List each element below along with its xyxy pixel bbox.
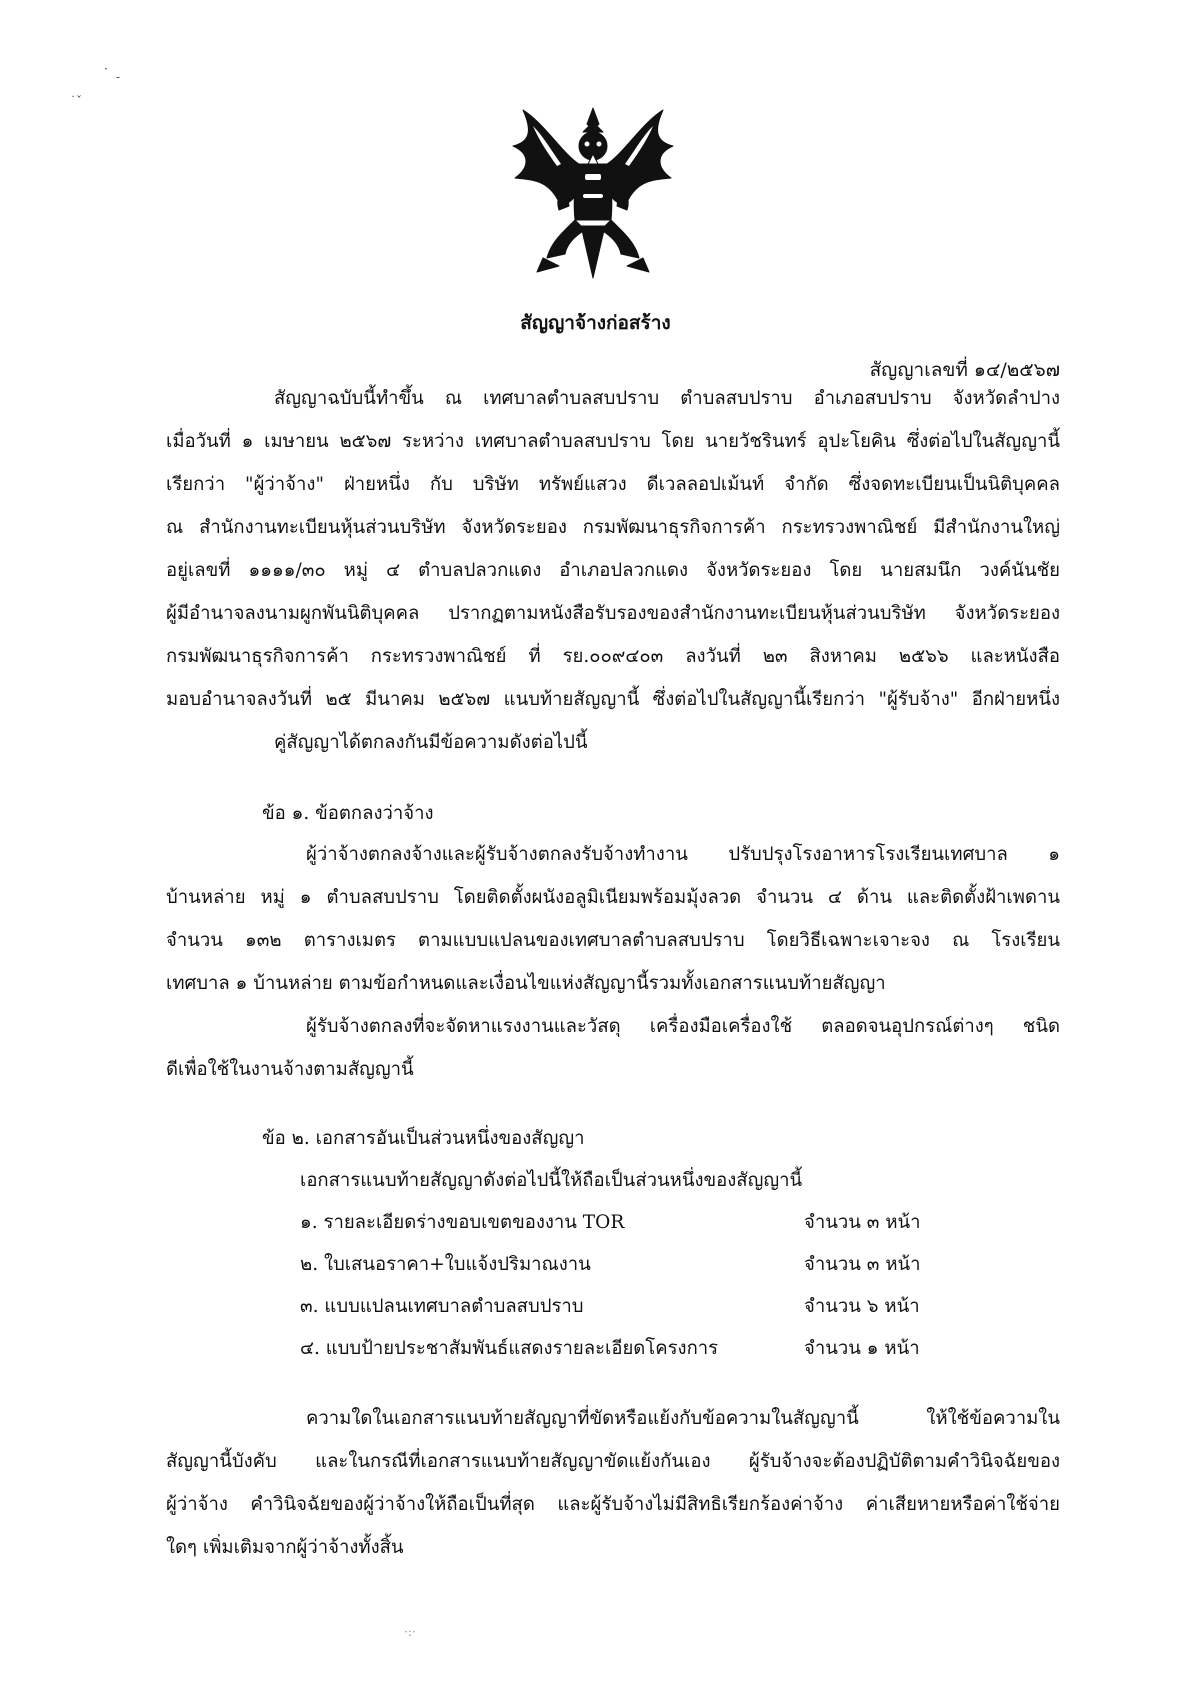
preamble-line: มอบอำนาจลงวันที่ ๒๕ มีนาคม ๒๕๖๗ แนบท้ายสัญญานี้ ซึ่งต่อไปในสัญญานี้เรียกว่า "ผู้รับจ้าง" อีกฝ่ายหนึ่ง (166, 689, 1060, 710)
preamble-line: เรียกว่า "ผู้ว่าจ้าง" ฝ่ายหนึ่ง กับ บริษัท ทรัพย์แสวง ดีเวลลอปเม้นท์ จำกัด ซึ่งจดทะเบียนเป็นนิติบุคคล (166, 474, 1060, 495)
attached-document-row (300, 1250, 960, 1280)
clause-1-line: ดีเพื่อใช้ในงานจ้างตามสัญญานี้ (166, 1059, 414, 1080)
attached-document-title: ๑. รายละเอียดร่างขอบเขตของงาน TOR (300, 1212, 625, 1233)
preamble-line: ณ สำนักงานทะเบียนหุ้นส่วนบริษัท จังหวัดระยอง กรมพัฒนาธุรกิจการค้า กระทรวงพาณิชย์ มีสำนักงานใหญ่ (166, 517, 1060, 538)
attached-document-pages: จำนวน ๖ หน้า (804, 1296, 920, 1317)
clause-2-line: ใดๆ เพิ่มเติมจากผู้ว่าจ้างทั้งสิ้น (166, 1537, 404, 1558)
scan-speck: ˙ˇ (70, 94, 82, 108)
attached-document-title: ๒. ใบเสนอราคา+ใบแจ้งปริมาณงาน (300, 1254, 591, 1275)
attached-document-title: ๔. แบบป้ายประชาสัมพันธ์แสดงรายละเอียดโครงการ (300, 1338, 719, 1359)
clause-1-line: ผู้ว่าจ้างตกลงจ้างและผู้รับจ้างตกลงรับจ้างทำงาน ปรับปรุงโรงอาหารโรงเรียนเทศบาล ๑ (306, 844, 1060, 865)
clause-1-line: บ้านหล่าย หมู่ ๑ ตำบลสบปราบ โดยติดตั้งผนังอลูมิเนียมพร้อมมุ้งลวด จำนวน ๔ ด้าน และติดตั้งฝ้าเพดาน (166, 887, 1060, 908)
clause-1-line: จำนวน ๑๓๒ ตารางเมตร ตามแบบแปลนของเทศบาลตำบลสบปราบ โดยวิธีเฉพาะเจาะจง ณ โรงเรียน (166, 930, 1060, 951)
attached-document-row (300, 1208, 960, 1238)
agreement-intro: คู่สัญญาได้ตกลงกันมีข้อความดังต่อไปนี้ (274, 732, 588, 753)
preamble-line: สัญญาฉบับนี้ทำขึ้น ณ เทศบาลตำบลสบปราบ ตำบลสบปราบ อำเภอสบปราบ จังหวัดลำปาง (274, 388, 1060, 409)
clause-1-line: ผู้รับจ้างตกลงที่จะจัดหาแรงงานและวัสดุ เครื่องมือเครื่องใช้ ตลอดจนอุปกรณ์ต่างๆ ชนิด (306, 1016, 1060, 1037)
clause-2-line: ความใดในเอกสารแนบท้ายสัญญาที่ขัดหรือแย้งกับข้อความในสัญญานี้ ให้ใช้ข้อความใน (306, 1408, 1060, 1429)
document-title: สัญญาจ้างก่อสร้าง (520, 312, 671, 334)
attached-document-pages: จำนวน ๑ หน้า (804, 1338, 920, 1359)
attached-document-row (300, 1334, 960, 1364)
attached-document-title: ๓. แบบแปลนเทศบาลตำบลสบปราบ (300, 1296, 584, 1317)
preamble-line: กรมพัฒนาธุรกิจการค้า กระทรวงพาณิชย์ ที่ รย.๐๐๙๔๐๓ ลงวันที่ ๒๓ สิงหาคม ๒๕๖๖ และหนังสือ (166, 646, 1060, 667)
garuda-emblem-icon (503, 102, 683, 280)
preamble-line: อยู่เลขที่ ๑๑๑๑/๓๐ หมู่ ๔ ตำบลปลวกแดง อำเภอปลวกแดง จังหวัดระยอง โดย นายสมนึก วงค์นันชัย (166, 560, 1060, 581)
attached-document-row (300, 1292, 960, 1322)
attached-document-pages: จำนวน ๓ หน้า (804, 1254, 921, 1275)
attached-document-pages: จำนวน ๓ หน้า (804, 1212, 921, 1233)
preamble-line: ผู้มีอำนาจลงนามผูกพันนิติบุคคล ปรากฏตามหนังสือรับรองของสำนักงานทะเบียนหุ้นส่วนบริษัท จังหวัดระยอง (166, 603, 1060, 624)
scan-speck: · (104, 62, 108, 76)
clause-2-line: ผู้ว่าจ้าง คำวินิจฉัยของผู้ว่าจ้างให้ถือเป็นที่สุด และผู้รับจ้างไม่มีสิทธิเรียกร้องค่าจ้าง ค่าเสียหายหรือค่าใช้จ่าย (166, 1494, 1060, 1515)
scan-speck: - (116, 70, 121, 84)
scan-speck: ·:· (404, 1625, 416, 1639)
contract-number: สัญญาเลขที่ ๑๔/๒๕๖๗ (869, 359, 1060, 381)
clause-2-line: สัญญานี้บังคับ และในกรณีที่เอกสารแนบท้ายสัญญาขัดแย้งกันเอง ผู้รับจ้างจะต้องปฏิบัติตามคำวินิจฉัยของ (166, 1451, 1060, 1472)
clause-2-heading: ข้อ ๒. เอกสารอันเป็นส่วนหนึ่งของสัญญา (262, 1128, 585, 1149)
clause-1-line: เทศบาล ๑ บ้านหล่าย ตามข้อกำหนดและเงื่อนไขแห่งสัญญานี้รวมทั้งเอกสารแนบท้ายสัญญา (166, 973, 886, 994)
clause-1-heading: ข้อ ๑. ข้อตกลงว่าจ้าง (262, 803, 434, 824)
clause-2-intro: เอกสารแนบท้ายสัญญาดังต่อไปนี้ให้ถือเป็นส่วนหนึ่งของสัญญานี้ (300, 1170, 803, 1191)
preamble-line: เมื่อวันที่ ๑ เมษายน ๒๕๖๗ ระหว่าง เทศบาลตำบลสบปราบ โดย นายวัชรินทร์ อุปะโยคิน ซึ่งต่อไปในสัญญานี้ (166, 431, 1060, 452)
